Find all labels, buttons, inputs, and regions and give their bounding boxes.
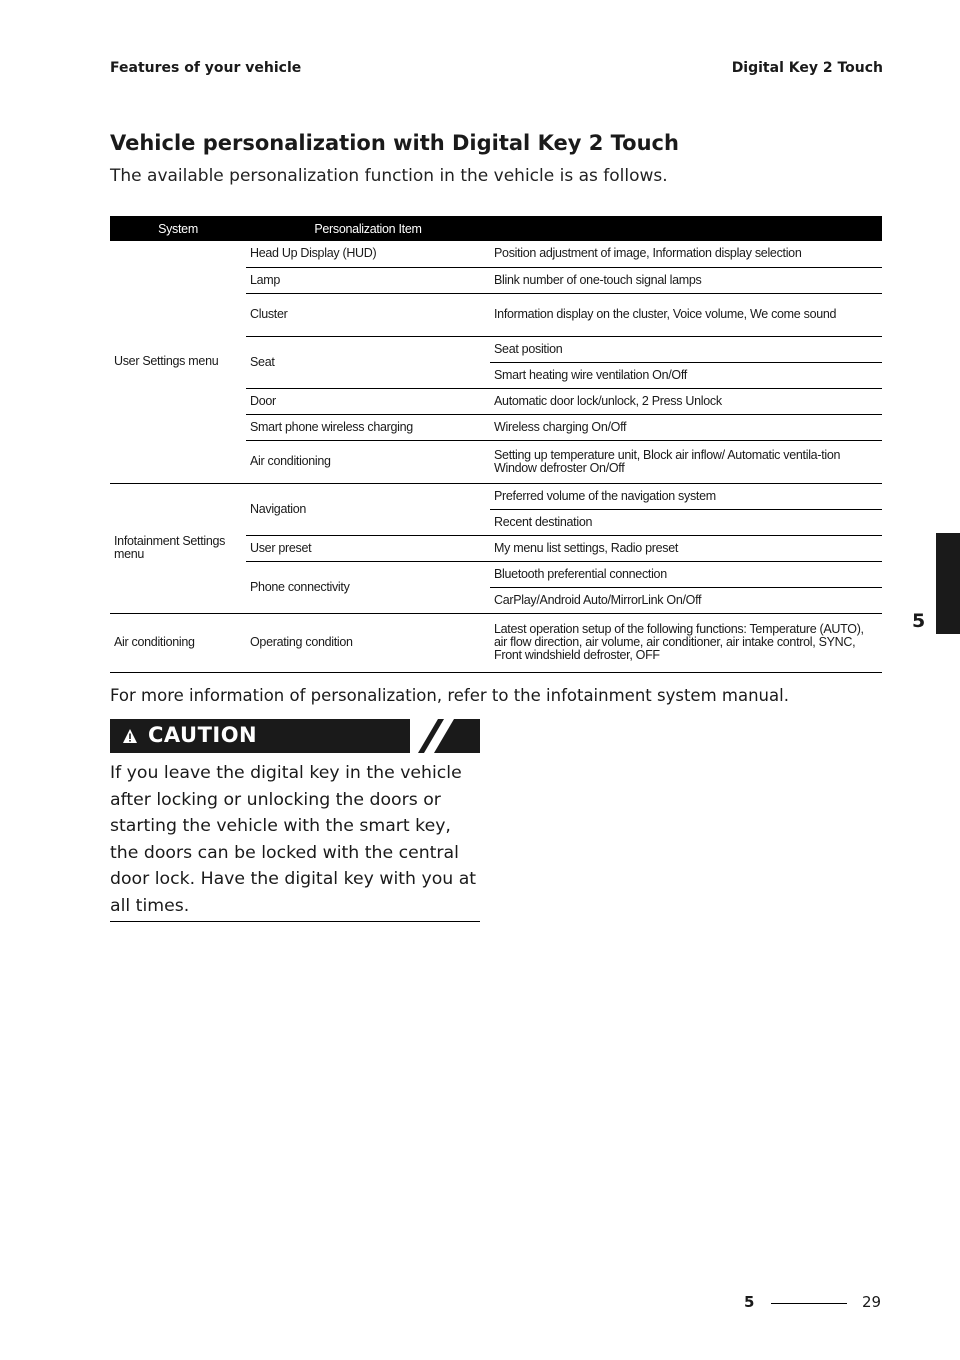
system-cell: User Settings menu (110, 241, 246, 483)
system-cell: Air conditioning (110, 613, 246, 672)
footer-page-number: 29 (862, 1293, 882, 1311)
item-cell: Door (246, 388, 490, 414)
table-header-row (110, 216, 882, 241)
item-cell: Smart phone wireless charging (246, 414, 490, 440)
chapter-side-tab (936, 533, 960, 634)
caution-text: If you leave the digital key in the vehicle after locking or unlocking the doors or starting the vehicle with the smart key, the doors can be locked with the central door lock. Have the digital key with you at all times. (110, 763, 477, 916)
detail-cell: Setting up temperature unit, Block air inflow/ Automatic ventila-tion Window defroster On/Off (490, 440, 882, 483)
system-cell: Infotainment Settings menu (110, 483, 246, 613)
item-cell: Operating condition (246, 613, 490, 672)
detail-cell: Recent destination (490, 509, 882, 535)
detail-cell: Blink number of one-touch signal lamps (490, 267, 882, 293)
detail-cell: Position adjustment of image, Information display selection (490, 241, 882, 267)
table-row (110, 241, 882, 267)
caution-bottom-rule (110, 921, 480, 922)
caution-banner (110, 719, 480, 753)
personalization-table (110, 216, 882, 673)
detail-cell: Automatic door lock/unlock, 2 Press Unlock (490, 388, 882, 414)
detail-cell: Bluetooth preferential connection (490, 561, 882, 587)
table-row (110, 483, 882, 509)
detail-cell: Smart heating wire ventilation On/Off (490, 362, 882, 388)
detail-cell: CarPlay/Android Auto/MirrorLink On/Off (490, 587, 882, 613)
detail-cell: Preferred volume of the navigation system (490, 483, 882, 509)
running-header-left: Features of your vehicle (110, 60, 302, 76)
item-cell: Navigation (246, 483, 490, 535)
detail-cell: My menu list settings, Radio preset (490, 535, 882, 561)
table-row (110, 613, 882, 672)
detail-cell: Seat position (490, 336, 882, 362)
column-header-item: Personalization Item (246, 216, 490, 241)
footer-chapter-number: 5 (744, 1293, 755, 1311)
column-header-details (490, 216, 882, 241)
item-cell: Seat (246, 336, 490, 388)
item-cell: Head Up Display (HUD) (246, 241, 490, 267)
section-subtitle: The available personalization function in the vehicle is as follows. (110, 166, 668, 186)
caution-label: CAUTION (148, 723, 258, 747)
running-header-right: Digital Key 2 Touch (731, 60, 883, 76)
item-cell: Air conditioning (246, 440, 490, 483)
item-cell: Phone connectivity (246, 561, 490, 613)
caution-slashes-decoration (410, 719, 480, 753)
detail-cell: Wireless charging On/Off (490, 414, 882, 440)
chapter-side-tab-number: 5 (912, 610, 926, 632)
item-cell: Cluster (246, 293, 490, 336)
footer-divider (771, 1303, 847, 1304)
column-header-system: System (110, 216, 246, 241)
item-cell: User preset (246, 535, 490, 561)
detail-cell: Latest operation setup of the following functions: Temperature (AUTO), air flow direction, air volume, air conditioner, air intake control, SYNC, Front windshield defroster, OFF (490, 613, 882, 672)
more-info-text: For more information of personalization, refer to the infotainment system manual. (110, 686, 789, 705)
item-cell: Lamp (246, 267, 490, 293)
section-title: Vehicle personalization with Digital Key 2 Touch (110, 131, 679, 155)
warning-icon (122, 728, 138, 744)
detail-cell: Information display on the cluster, Voice volume, We come sound (490, 293, 882, 336)
